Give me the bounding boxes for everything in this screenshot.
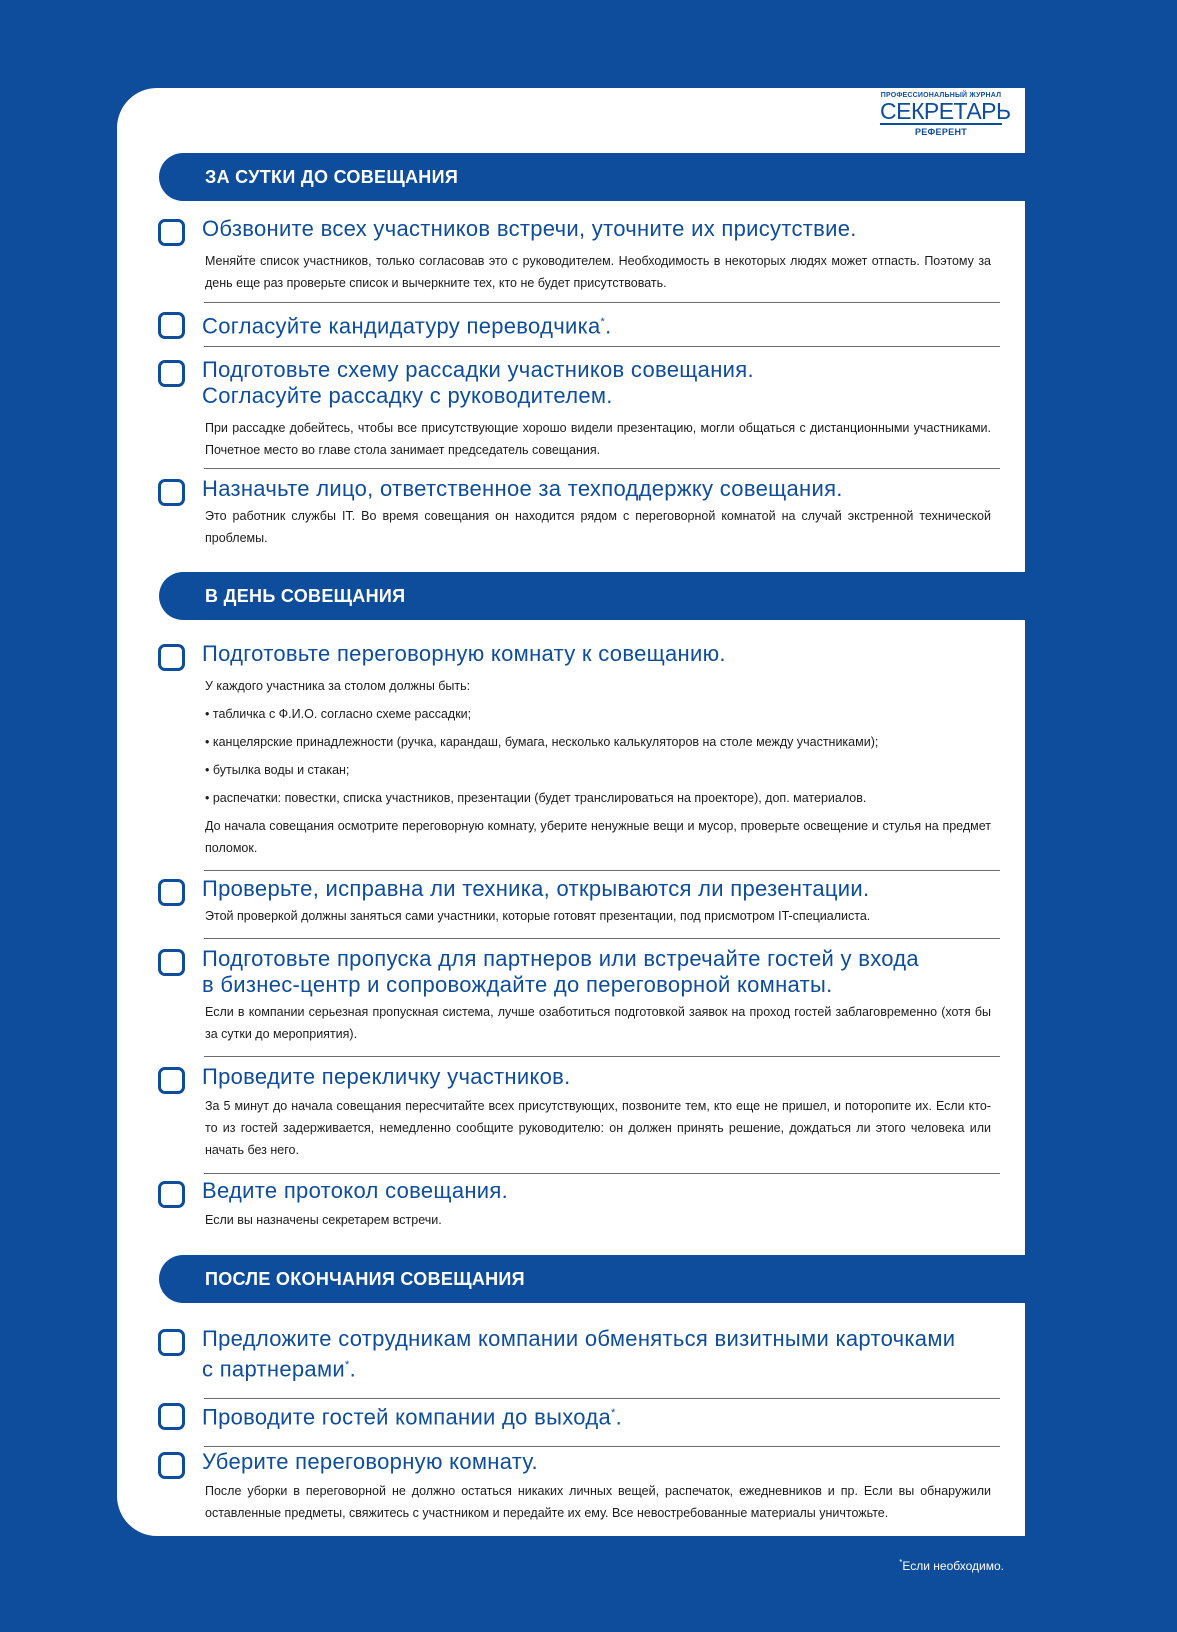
item-description: Этой проверкой должны заняться сами участники, которые готовят презентации, под присмотром IT-специалиста.: [205, 909, 871, 923]
item-description: Если вы назначены секретарем встречи.: [205, 1213, 442, 1227]
section-header-day-of: [159, 572, 1025, 620]
logo-title: СЕКРЕТАРЬ: [880, 98, 1011, 124]
section-title: В ДЕНЬ СОВЕЩАНИЯ: [205, 585, 406, 606]
item-description: Если в компании серьезная пропускная система, лучше озаботиться подготовкой заявок на проход гостей заблаговременно (хотя бы за сутки до мероприятия).: [205, 1005, 991, 1041]
item-description: Меняйте список участников, только согласовав это с руководителем. Необходимость в некоторых людях может отпасть. Поэтому за день еще раз проверьте список и вычеркните тех, кто не будет присутствовать.: [205, 254, 991, 290]
logo-subtitle: РЕФЕРЕНТ: [914, 127, 968, 137]
checkbox[interactable]: [158, 1452, 185, 1479]
checklist-item: [158, 1326, 1000, 1382]
item-title: Подготовьте переговорную комнату к совещанию.: [202, 641, 726, 666]
checkbox[interactable]: [158, 879, 185, 906]
section-header-before: [159, 153, 1025, 201]
list-item: • табличка с Ф.И.О. согласно схеме рассадки;: [205, 700, 991, 728]
checklist-item: [158, 309, 1000, 339]
item-title: Подготовьте схему рассадки участников совещания. Согласуйте рассадку с руководителем.: [202, 357, 754, 408]
footnote: *Если необходимо.: [899, 1558, 1004, 1573]
section-title: ПОСЛЕ ОКОНЧАНИЯ СОВЕЩАНИЯ: [205, 1268, 525, 1289]
checkbox[interactable]: [158, 949, 185, 976]
item-title: Согласуйте кандидатуру переводчика*.: [202, 313, 612, 339]
item-description: При рассадке добейтесь, чтобы все присутствующие хорошо видели презентацию, могли общаться с дистанционными участниками. Почетное место во главе стола занимает председатель совещания.: [205, 421, 991, 457]
divider: [204, 1398, 1000, 1399]
checklist-item: [158, 1400, 1000, 1430]
item-title: Назначьте лицо, ответственное за техподдержку совещания.: [202, 476, 843, 501]
checklist-item: [158, 1178, 1000, 1231]
checklist-item: [158, 641, 1000, 859]
list-item: • канцелярские принадлежности (ручка, карандаш, бумага, несколько калькуляторов на столе между участниками);: [205, 728, 991, 756]
checklist-item: [158, 357, 1000, 461]
item-description: За 5 минут до начала совещания пересчитайте всех присутствующих, позвоните тем, кто еще не пришел, и поторопите их. Если кто-то из гостей задерживается, немедленно сообщите руководителю: он должен принять решение, дождаться ли этого человека или начать без него.: [205, 1099, 991, 1157]
checkbox[interactable]: [158, 219, 185, 246]
checkbox[interactable]: [158, 479, 185, 506]
checkbox[interactable]: [158, 1329, 185, 1356]
divider: [204, 468, 1000, 469]
checklist-item: [158, 1064, 1000, 1161]
list-item: • распечатки: повестки, списка участников, презентации (будет транслироваться на проекторе), доп. материалов.: [205, 784, 991, 812]
item-title: Проверьте, исправна ли техника, открываются ли презентации.: [202, 876, 870, 901]
divider: [204, 938, 1000, 939]
item-title: Предложите сотрудникам компании обменяться визитными карточками с партнерами*.: [202, 1326, 956, 1382]
divider: [204, 1056, 1000, 1057]
logo-tagline: ПРОФЕССИОНАЛЬНЫЙ ЖУРНАЛ: [880, 92, 1002, 99]
item-title: Подготовьте пропуска для партнеров или встречайте гостей у входа в бизнес-центр и сопровождайте до переговорной комнаты.: [202, 946, 919, 997]
logo: [880, 92, 1011, 137]
checkbox[interactable]: [158, 1403, 185, 1430]
divider: [204, 302, 1000, 303]
item-description: У каждого участника за столом должны быть: • табличка с Ф.И.О. согласно схеме рассадки; • канцелярские принадлежности (ручка, карандаш, бумага, несколько калькуляторов на столе между участниками); • бутылка воды и стакан; • распечатки: повестки, списка участников, презентации (будет транслироваться на проекторе), доп. материалов. До начала совещания осмотрите переговорную комнату, уберите ненужные вещи и мусор, проверьте освещение и стулья на предмет поломок.: [205, 672, 991, 859]
item-title: Уберите переговорную комнату.: [202, 1449, 538, 1474]
checkbox[interactable]: [158, 1181, 185, 1208]
divider: [204, 346, 1000, 347]
section-title: ЗА СУТКИ ДО СОВЕЩАНИЯ: [205, 166, 459, 187]
divider: [204, 1446, 1000, 1447]
checkbox[interactable]: [158, 644, 185, 671]
item-description: После уборки в переговорной не должно остаться никаких личных вещей, распечаток, ежедневников и пр. Если вы обнаружили оставленные предметы, свяжитесь с участником и передайте их ему. Все невостребованные материалы уничтожьте.: [205, 1484, 991, 1520]
item-title: Ведите протокол совещания.: [202, 1178, 509, 1203]
checkbox[interactable]: [158, 312, 185, 339]
list-item: • бутылка воды и стакан;: [205, 756, 991, 784]
item-title: Обзвоните всех участников встречи, уточните их присутствие.: [202, 216, 857, 241]
checkbox[interactable]: [158, 360, 185, 387]
divider: [204, 1173, 1000, 1174]
checklist-item: [158, 216, 1000, 294]
checklist-item: [158, 876, 1000, 927]
item-description: Это работник службы IT. Во время совещания он находится рядом с переговорной комнатой на случай экстренной технической проблемы.: [205, 509, 991, 545]
divider: [204, 870, 1000, 871]
checklist-item: [158, 1449, 1000, 1524]
checkbox[interactable]: [158, 1067, 185, 1094]
checklist-item: [158, 946, 1000, 1045]
item-title: Проведите перекличку участников.: [202, 1064, 571, 1089]
section-header-after: [159, 1255, 1025, 1303]
checklist-item: [158, 476, 1000, 549]
item-title: Проводите гостей компании до выхода*.: [202, 1404, 623, 1430]
